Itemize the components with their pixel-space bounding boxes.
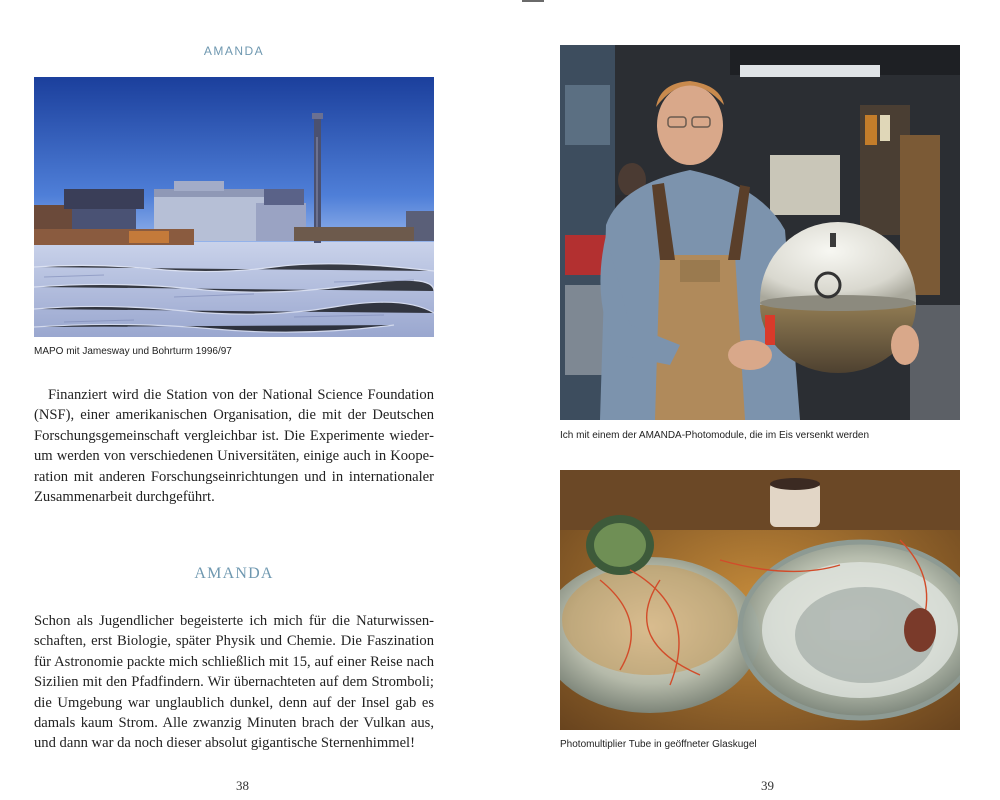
photo-caption: MAPO mit Jamesway und Bohrturm 1996/97 (34, 346, 232, 357)
running-head: AMANDA (203, 44, 265, 58)
section-heading: AMANDA (194, 565, 274, 582)
paragraph (34, 385, 434, 507)
station-photo (34, 77, 434, 337)
photo-caption: Photomultiplier Tube in geöffneter Glaskugel (560, 739, 757, 750)
paragraph-text: Finanziert wird die Station von der National Science Foundation (NSF), einer amerikanischen Organisation, die mit der Deutschen Forschungsgemeinschaft vergleichbar ist. Die Experimente wiederum werden von verschiedenen Universitäten, einige auch in Kooperation mit anderen Forschungseinrichtungen und in internationaler Zusammenarbeit durchgeführt. (34, 387, 434, 506)
divider (522, 0, 544, 2)
photomultiplier-photo (560, 470, 960, 730)
page-number: 39 (761, 778, 774, 793)
photo-caption: Ich mit einem der AMANDA-Photomodule, die im Eis versenkt werden (560, 430, 870, 441)
paragraph (34, 611, 434, 754)
right-page (500, 0, 1000, 800)
paragraph-text: Schon als Jugendlicher begeisterte ich mich für die Naturwissenschaften, erst Biologie, später Physik und Chemie. Die Faszination für Astronomie packte mich schließlich mit 15, auf einer Reise nach Sizilien mit den Pfadfindern. Wir übernachteten auf dem Stromboli; die Umgebung war unglaublich dunkel, denn auf der Insel gab es damals kaum Strom. Alle zwanzig Minuten brach der Vulkan aus, und dann war da noch dieser absolut gigantische Sternenhimmel! (34, 613, 434, 752)
page-number: 38 (236, 778, 249, 793)
photomodule-photo (560, 45, 960, 420)
